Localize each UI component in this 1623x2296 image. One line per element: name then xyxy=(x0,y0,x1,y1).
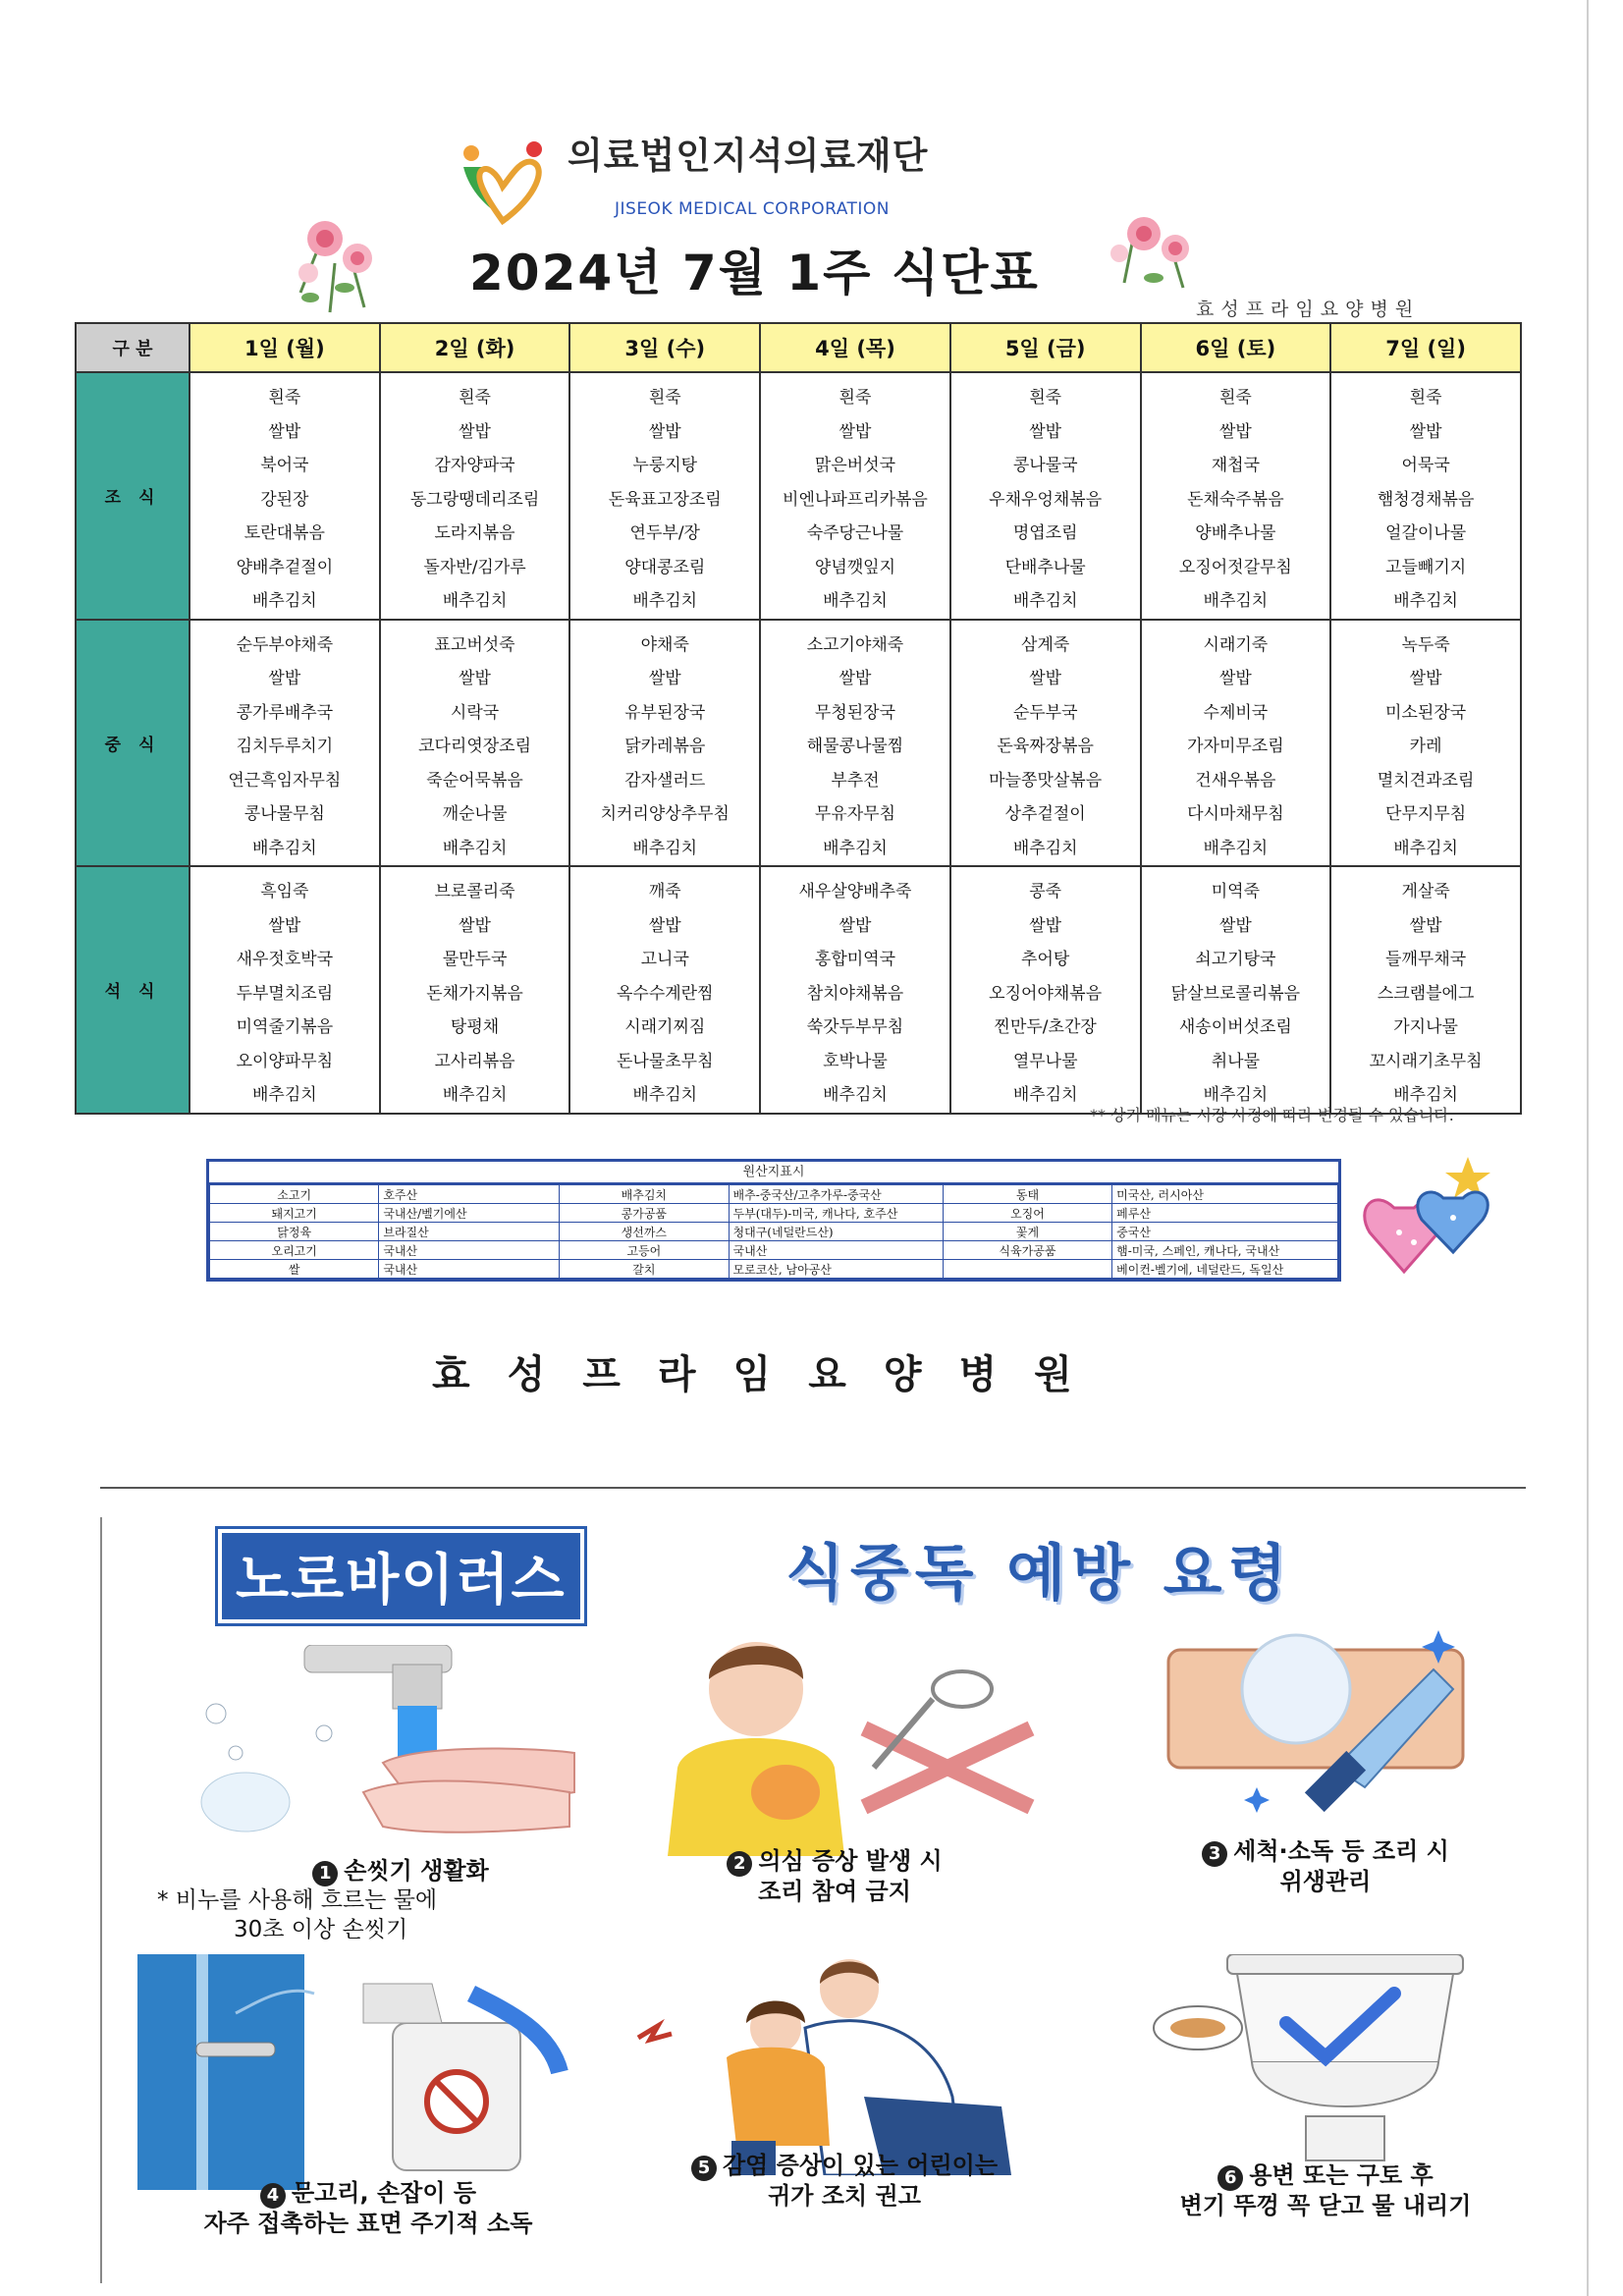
menu-item: 흰죽 xyxy=(268,388,301,408)
menu-item: 흰죽 xyxy=(1218,388,1252,408)
menu-item: 콩나물무침 xyxy=(243,804,325,824)
origin-country: 배추-중국산/고추가루-중국산 xyxy=(729,1185,943,1204)
origin-item: 배추김치 xyxy=(560,1185,729,1204)
menu-item-list xyxy=(1142,621,1330,866)
tip-line: 세척·소독 등 조리 시 xyxy=(1233,1837,1449,1865)
menu-item: 고니국 xyxy=(640,950,689,969)
menu-item: 미역죽 xyxy=(1211,882,1260,902)
menu-item: 삼계죽 xyxy=(1021,634,1070,655)
menu-item: 쌀밥 xyxy=(268,421,301,442)
tip-line: 용변 또는 구토 후 xyxy=(1249,2161,1434,2189)
menu-item: 배추김치 xyxy=(1012,838,1078,858)
origin-country: 호주산 xyxy=(379,1185,560,1204)
menu-item: 쌀밥 xyxy=(1029,421,1062,442)
menu-item: 상추겉절이 xyxy=(1004,804,1086,824)
menu-item: 해물콩나물찜 xyxy=(806,737,904,756)
menu-item: 깨순나물 xyxy=(442,804,508,824)
menu-item: 꼬시래기초무침 xyxy=(1369,1051,1483,1071)
menu-item-list xyxy=(951,621,1140,866)
org-english-name: JISEOK MEDICAL CORPORATION xyxy=(615,199,891,219)
weekly-menu-table xyxy=(75,322,1522,1115)
menu-item-list xyxy=(1331,373,1520,619)
meal-label: 조 식 xyxy=(76,372,189,620)
menu-item: 양대콩조림 xyxy=(624,557,706,577)
meal-row-breakfast xyxy=(76,372,1521,620)
menu-item: 닭살브로콜리볶음 xyxy=(1170,983,1301,1004)
menu-cell xyxy=(569,620,760,867)
menu-item: 쌀밥 xyxy=(839,669,872,688)
menu-corner-header: 구 분 xyxy=(76,323,189,372)
menu-item-list xyxy=(381,867,569,1113)
tip-line: 조리 참여 금지 xyxy=(758,1878,911,1905)
menu-item: 오징어젓갈무침 xyxy=(1178,557,1292,577)
menu-cell xyxy=(1330,620,1521,867)
menu-item-list xyxy=(1142,867,1330,1113)
menu-item: 가지나물 xyxy=(1393,1017,1458,1037)
menu-cell xyxy=(760,620,950,867)
origin-row xyxy=(210,1204,1338,1223)
norovirus-subtitle: 식중독 예방 요령 xyxy=(785,1537,1293,1609)
origin-country: 두부(대두)-미국, 캐나다, 호주산 xyxy=(729,1204,943,1223)
norovirus-title: 노로바이러스 xyxy=(218,1529,584,1623)
menu-item-list xyxy=(761,621,949,866)
menu-item: 스크램블에그 xyxy=(1377,983,1475,1004)
menu-item-list xyxy=(381,621,569,866)
jiseok-logo-icon xyxy=(454,137,552,226)
menu-item: 양념깻잎지 xyxy=(814,557,896,577)
day-header: 7일 (일) xyxy=(1330,323,1521,372)
menu-cell xyxy=(760,866,950,1114)
menu-item: 강된장 xyxy=(260,489,309,510)
menu-item: 배추김치 xyxy=(632,591,698,611)
cutting-board-icon xyxy=(1139,1611,1512,1827)
day-header: 5일 (금) xyxy=(950,323,1141,372)
menu-item: 부추전 xyxy=(831,770,880,791)
menu-change-notice: ** 상기 메뉴는 시장 사정에 따라 변경될 수 있습니다. xyxy=(1090,1106,1454,1124)
menu-item: 치커리양상추무침 xyxy=(600,804,730,824)
menu-item: 다시마채무침 xyxy=(1187,804,1284,824)
menu-item: 수제비국 xyxy=(1203,702,1269,723)
menu-item: 쌀밥 xyxy=(1409,421,1442,442)
menu-item: 시래기죽 xyxy=(1203,634,1269,655)
menu-item: 돈나물초무침 xyxy=(616,1051,714,1071)
menu-cell xyxy=(1141,620,1331,867)
origin-item: 소고기 xyxy=(210,1185,379,1204)
menu-item: 시락국 xyxy=(450,702,500,723)
tip-line: 의심 증상 발생 시 xyxy=(758,1847,943,1875)
menu-item: 건새우볶음 xyxy=(1195,770,1276,791)
origin-item: 쌀 xyxy=(210,1260,379,1279)
menu-item: 쌀밥 xyxy=(1409,669,1442,688)
origin-item xyxy=(943,1260,1111,1279)
menu-item: 순두부야채죽 xyxy=(236,634,334,655)
menu-item: 고들빼기지 xyxy=(1385,557,1467,577)
menu-item: 쌀밥 xyxy=(1218,915,1252,936)
menu-cell xyxy=(569,372,760,620)
origin-grid xyxy=(209,1184,1338,1279)
tip-number: 2 xyxy=(727,1851,752,1877)
day-header: 3일 (수) xyxy=(569,323,760,372)
section-divider xyxy=(100,1487,1526,1489)
origin-country: 미국산, 러시아산 xyxy=(1112,1185,1338,1204)
menu-item: 미역줄기볶음 xyxy=(236,1017,334,1037)
menu-item: 돈채숙주볶음 xyxy=(1187,489,1284,510)
menu-item: 돈육짜장볶음 xyxy=(997,737,1094,756)
hearts-decoration-icon xyxy=(1355,1149,1512,1306)
menu-item: 홍합미역국 xyxy=(814,950,896,969)
tip-line: 변기 뚜껑 꼭 닫고 물 내리기 xyxy=(1179,2192,1472,2219)
menu-item: 옥수수계란찜 xyxy=(616,983,714,1004)
origin-item: 오징어 xyxy=(943,1204,1111,1223)
menu-item: 깨죽 xyxy=(648,882,681,902)
tip-number: 1 xyxy=(312,1861,338,1886)
menu-item: 맑은버섯국 xyxy=(814,456,896,475)
tip-2-caption xyxy=(668,1846,1001,1906)
menu-cell xyxy=(950,372,1141,620)
tip-6-caption xyxy=(1119,2160,1532,2220)
sick-child-icon xyxy=(638,1620,1051,1856)
day-header: 6일 (토) xyxy=(1141,323,1331,372)
menu-cell xyxy=(189,620,380,867)
flower-left-icon xyxy=(291,204,389,317)
tip-line: 자주 접촉하는 표면 주기적 소독 xyxy=(203,2210,533,2237)
origin-country: 국내산/벨기에산 xyxy=(379,1204,560,1223)
menu-item: 멸치견과조림 xyxy=(1377,770,1475,791)
menu-item: 감자양파국 xyxy=(434,456,515,475)
menu-item: 배추김치 xyxy=(442,591,508,611)
origin-item: 식육가공품 xyxy=(943,1241,1111,1260)
menu-item-list xyxy=(570,373,759,619)
menu-item: 어묵국 xyxy=(1401,456,1450,475)
menu-item: 배추김치 xyxy=(823,591,888,611)
tip-line: 손씻기 생활화 xyxy=(344,1857,489,1885)
menu-item-list xyxy=(1331,621,1520,866)
menu-item: 배추김치 xyxy=(1203,838,1269,858)
menu-item: 콩가루배추국 xyxy=(236,702,334,723)
menu-item: 게살죽 xyxy=(1401,882,1450,902)
menu-item: 새우젓호박국 xyxy=(236,950,334,969)
menu-item: 배추김치 xyxy=(1393,591,1458,611)
menu-item: 감자샐러드 xyxy=(624,770,706,791)
toilet-icon xyxy=(1139,1954,1512,2170)
menu-item: 녹두죽 xyxy=(1401,634,1450,655)
menu-item: 쌀밥 xyxy=(839,421,872,442)
menu-item: 찐만두/초간장 xyxy=(994,1017,1097,1037)
origin-country: 모로코산, 남아공산 xyxy=(729,1260,943,1279)
menu-item: 돈육표고장조림 xyxy=(608,489,722,510)
menu-item-list xyxy=(570,621,759,866)
menu-item: 마늘쫑맛살볶음 xyxy=(989,770,1103,791)
tip-1-sub-2: 30초 이상 손씻기 xyxy=(234,1917,408,1942)
menu-item: 도라지볶음 xyxy=(434,523,515,543)
tip-line: 감염 증상이 있는 어린이는 xyxy=(722,2152,999,2179)
tip-1-caption xyxy=(234,1856,568,1886)
menu-item: 배추김치 xyxy=(1203,591,1269,611)
menu-item: 호박나물 xyxy=(823,1051,888,1071)
meal-label: 중 식 xyxy=(76,620,189,867)
menu-item: 흰죽 xyxy=(459,388,491,408)
menu-item: 명엽조림 xyxy=(1012,523,1078,543)
menu-item-list xyxy=(1331,867,1520,1113)
origin-row xyxy=(210,1185,1338,1204)
menu-item: 흑임죽 xyxy=(260,882,309,902)
menu-item: 배추김치 xyxy=(1012,591,1078,611)
page-title: 2024년 7월 1주 식단표 xyxy=(469,245,1040,301)
menu-item-list xyxy=(761,373,949,619)
menu-item: 카레 xyxy=(1409,737,1442,756)
menu-item: 쌀밥 xyxy=(648,421,681,442)
tip-number: 6 xyxy=(1217,2165,1243,2191)
tip-4-caption xyxy=(147,2178,589,2238)
day-header: 4일 (목) xyxy=(760,323,950,372)
origin-table xyxy=(206,1159,1341,1282)
menu-item: 오징어야채볶음 xyxy=(989,983,1103,1004)
origin-item: 돼지고기 xyxy=(210,1204,379,1223)
disinfect-door-icon xyxy=(137,1954,569,2190)
menu-item: 새송이버섯조림 xyxy=(1178,1017,1292,1037)
handwashing-icon xyxy=(187,1645,579,1841)
menu-cell xyxy=(569,866,760,1114)
menu-header-row xyxy=(76,323,1521,372)
menu-item-list xyxy=(190,373,379,619)
menu-cell xyxy=(950,866,1141,1114)
menu-item: 돈채가지볶음 xyxy=(426,983,523,1004)
origin-table-title: 원산지표시 xyxy=(209,1162,1338,1184)
menu-item: 양배추겉절이 xyxy=(236,557,334,577)
menu-item: 배추김치 xyxy=(632,838,698,858)
menu-item-list xyxy=(570,867,759,1113)
origin-country: 브라질산 xyxy=(379,1223,560,1241)
menu-item: 양배추나물 xyxy=(1195,523,1276,543)
menu-item: 고사리볶음 xyxy=(434,1051,515,1071)
origin-row xyxy=(210,1260,1338,1279)
origin-country: 청대구(네덜란드산) xyxy=(729,1223,943,1241)
menu-item: 배추김치 xyxy=(823,1085,888,1105)
menu-item: 쌀밥 xyxy=(459,915,491,936)
scan-edge xyxy=(1587,0,1589,2296)
menu-item: 우채우엉채볶음 xyxy=(989,489,1103,510)
menu-item: 연근흑임자무침 xyxy=(228,770,342,791)
menu-item: 쌀밥 xyxy=(1029,915,1062,936)
menu-cell xyxy=(380,866,570,1114)
menu-item: 배추김치 xyxy=(1203,1085,1269,1105)
menu-item: 열무나물 xyxy=(1012,1051,1078,1071)
tip-line: 귀가 조치 권고 xyxy=(768,2182,921,2210)
menu-item: 취나물 xyxy=(1211,1051,1260,1071)
tip-5-caption xyxy=(628,2151,1060,2211)
meal-row-dinner xyxy=(76,866,1521,1114)
menu-item: 쌀밥 xyxy=(839,915,872,936)
tip-number: 4 xyxy=(260,2183,286,2209)
tip-number: 5 xyxy=(691,2156,717,2181)
menu-item: 야채죽 xyxy=(640,634,689,655)
origin-country: 국내산 xyxy=(379,1241,560,1260)
origin-row xyxy=(210,1223,1338,1241)
menu-item: 배추김치 xyxy=(632,1085,698,1105)
menu-item: 콩나물국 xyxy=(1012,456,1078,475)
menu-item: 탕평채 xyxy=(450,1017,500,1037)
menu-item: 돌자반/김가루 xyxy=(423,557,526,577)
meal-row-lunch xyxy=(76,620,1521,867)
menu-item: 숙주당근나물 xyxy=(806,523,904,543)
menu-item: 흰죽 xyxy=(648,388,681,408)
origin-country: 페루산 xyxy=(1112,1204,1338,1223)
menu-item: 추어탕 xyxy=(1021,950,1070,969)
menu-item: 쌀밥 xyxy=(1218,669,1252,688)
menu-item: 쌀밥 xyxy=(648,915,681,936)
origin-country: 베이컨-벨기에, 네덜란드, 독일산 xyxy=(1112,1260,1338,1279)
menu-item: 닭카레볶음 xyxy=(624,737,706,756)
menu-item: 코다리엿장조림 xyxy=(418,737,532,756)
menu-item: 쌀밥 xyxy=(1029,669,1062,688)
menu-item: 유부된장국 xyxy=(624,702,706,723)
menu-item: 쇠고기탕국 xyxy=(1195,950,1276,969)
menu-item: 흰죽 xyxy=(1029,388,1062,408)
menu-item: 흰죽 xyxy=(1409,388,1442,408)
menu-item: 흰죽 xyxy=(839,388,872,408)
origin-country: 햄-미국, 스페인, 캐나다, 국내산 xyxy=(1112,1241,1338,1260)
origin-item: 동태 xyxy=(943,1185,1111,1204)
menu-item: 배추김치 xyxy=(1393,1085,1458,1105)
menu-item: 시래기찌짐 xyxy=(624,1017,706,1037)
tip-3-caption xyxy=(1139,1836,1512,1896)
menu-item: 배추김치 xyxy=(442,1085,508,1105)
menu-item: 표고버섯죽 xyxy=(434,634,515,655)
menu-item: 쌀밥 xyxy=(648,669,681,688)
menu-item: 쑥갓두부무침 xyxy=(806,1017,904,1037)
origin-country: 중국산 xyxy=(1112,1223,1338,1241)
menu-cell xyxy=(380,372,570,620)
menu-item: 무유자무침 xyxy=(814,804,896,824)
menu-item-list xyxy=(190,867,379,1113)
origin-item: 생선까스 xyxy=(560,1223,729,1241)
menu-item: 들깨무채국 xyxy=(1385,950,1467,969)
menu-item: 쌀밥 xyxy=(268,915,301,936)
menu-item: 쌀밥 xyxy=(1218,421,1252,442)
tip-number: 3 xyxy=(1202,1841,1227,1867)
tip-line: 위생관리 xyxy=(1279,1868,1372,1895)
menu-item-list xyxy=(951,373,1140,619)
menu-item: 토란대볶음 xyxy=(243,523,325,543)
section-divider-vertical xyxy=(100,1517,102,2283)
menu-cell xyxy=(760,372,950,620)
menu-item-list xyxy=(951,867,1140,1113)
menu-item: 배추김치 xyxy=(252,838,317,858)
menu-item: 소고기야채죽 xyxy=(806,634,904,655)
menu-item: 비엔나파프리카볶음 xyxy=(783,489,928,510)
menu-cell xyxy=(1330,372,1521,620)
flower-right-icon xyxy=(1105,204,1203,293)
menu-item: 죽순어묵볶음 xyxy=(426,770,523,791)
menu-item: 새우살양배추죽 xyxy=(798,882,912,902)
menu-item-list xyxy=(761,867,949,1113)
menu-item: 배추김치 xyxy=(252,1085,317,1105)
menu-item: 북어국 xyxy=(260,456,309,475)
menu-cell xyxy=(950,620,1141,867)
origin-item: 꽃게 xyxy=(943,1223,1111,1241)
origin-item: 닭정육 xyxy=(210,1223,379,1241)
origin-item: 콩가공품 xyxy=(560,1204,729,1223)
menu-item: 얼갈이나물 xyxy=(1385,523,1467,543)
tip-line: 문고리, 손잡이 등 xyxy=(291,2179,477,2207)
menu-item: 단배추나물 xyxy=(1004,557,1086,577)
menu-item: 참치야채볶음 xyxy=(806,983,904,1004)
menu-item: 물만두국 xyxy=(442,950,508,969)
menu-item: 두부멸치조림 xyxy=(236,983,334,1004)
menu-cell xyxy=(189,866,380,1114)
menu-item: 쌀밥 xyxy=(459,421,491,442)
menu-item: 쌀밥 xyxy=(1409,915,1442,936)
origin-country: 국내산 xyxy=(379,1260,560,1279)
menu-item: 배추김치 xyxy=(1012,1085,1078,1105)
menu-cell xyxy=(380,620,570,867)
hospital-name-top: 효성프라임요양병원 xyxy=(1196,299,1421,320)
origin-item: 고등어 xyxy=(560,1241,729,1260)
menu-item: 햄청경채볶음 xyxy=(1377,489,1475,510)
tip-1-sub-1: * 비누를 사용해 흐르는 물에 xyxy=(157,1887,438,1913)
org-name: 의료법인지석의료재단 xyxy=(568,135,929,177)
menu-cell xyxy=(1141,866,1331,1114)
menu-item: 김치두루치기 xyxy=(236,737,334,756)
menu-item: 동그랑땡데리조림 xyxy=(409,489,540,510)
menu-item-list xyxy=(190,621,379,866)
menu-item: 배추김치 xyxy=(823,838,888,858)
menu-item: 미소된장국 xyxy=(1385,702,1467,723)
menu-cell xyxy=(1330,866,1521,1114)
parent-child-icon xyxy=(628,1949,1041,2175)
menu-item-list xyxy=(381,373,569,619)
menu-item: 오이양파무침 xyxy=(236,1051,334,1071)
hospital-name-bottom: 효성프라임요양병원 xyxy=(432,1352,1109,1397)
day-header: 1일 (월) xyxy=(189,323,380,372)
menu-item: 무청된장국 xyxy=(814,702,896,723)
origin-country: 국내산 xyxy=(729,1241,943,1260)
menu-item: 브로콜리죽 xyxy=(434,882,515,902)
menu-item: 단무지무침 xyxy=(1385,804,1467,824)
menu-item: 가자미무조림 xyxy=(1187,737,1284,756)
origin-item: 갈치 xyxy=(560,1260,729,1279)
menu-item: 누룽지탕 xyxy=(632,456,698,475)
meal-label: 석 식 xyxy=(76,866,189,1114)
menu-item: 배추김치 xyxy=(252,591,317,611)
menu-cell xyxy=(189,372,380,620)
menu-item: 쌀밥 xyxy=(268,669,301,688)
origin-row xyxy=(210,1241,1338,1260)
menu-item: 배추김치 xyxy=(442,838,508,858)
menu-item-list xyxy=(1142,373,1330,619)
menu-cell xyxy=(1141,372,1331,620)
menu-item: 배추김치 xyxy=(1393,838,1458,858)
menu-item: 재첩국 xyxy=(1211,456,1260,475)
menu-item: 순두부국 xyxy=(1012,702,1078,723)
menu-item: 연두부/장 xyxy=(629,523,700,543)
menu-item: 콩죽 xyxy=(1029,882,1062,902)
origin-item: 오리고기 xyxy=(210,1241,379,1260)
day-header: 2일 (화) xyxy=(380,323,570,372)
menu-item: 쌀밥 xyxy=(459,669,491,688)
